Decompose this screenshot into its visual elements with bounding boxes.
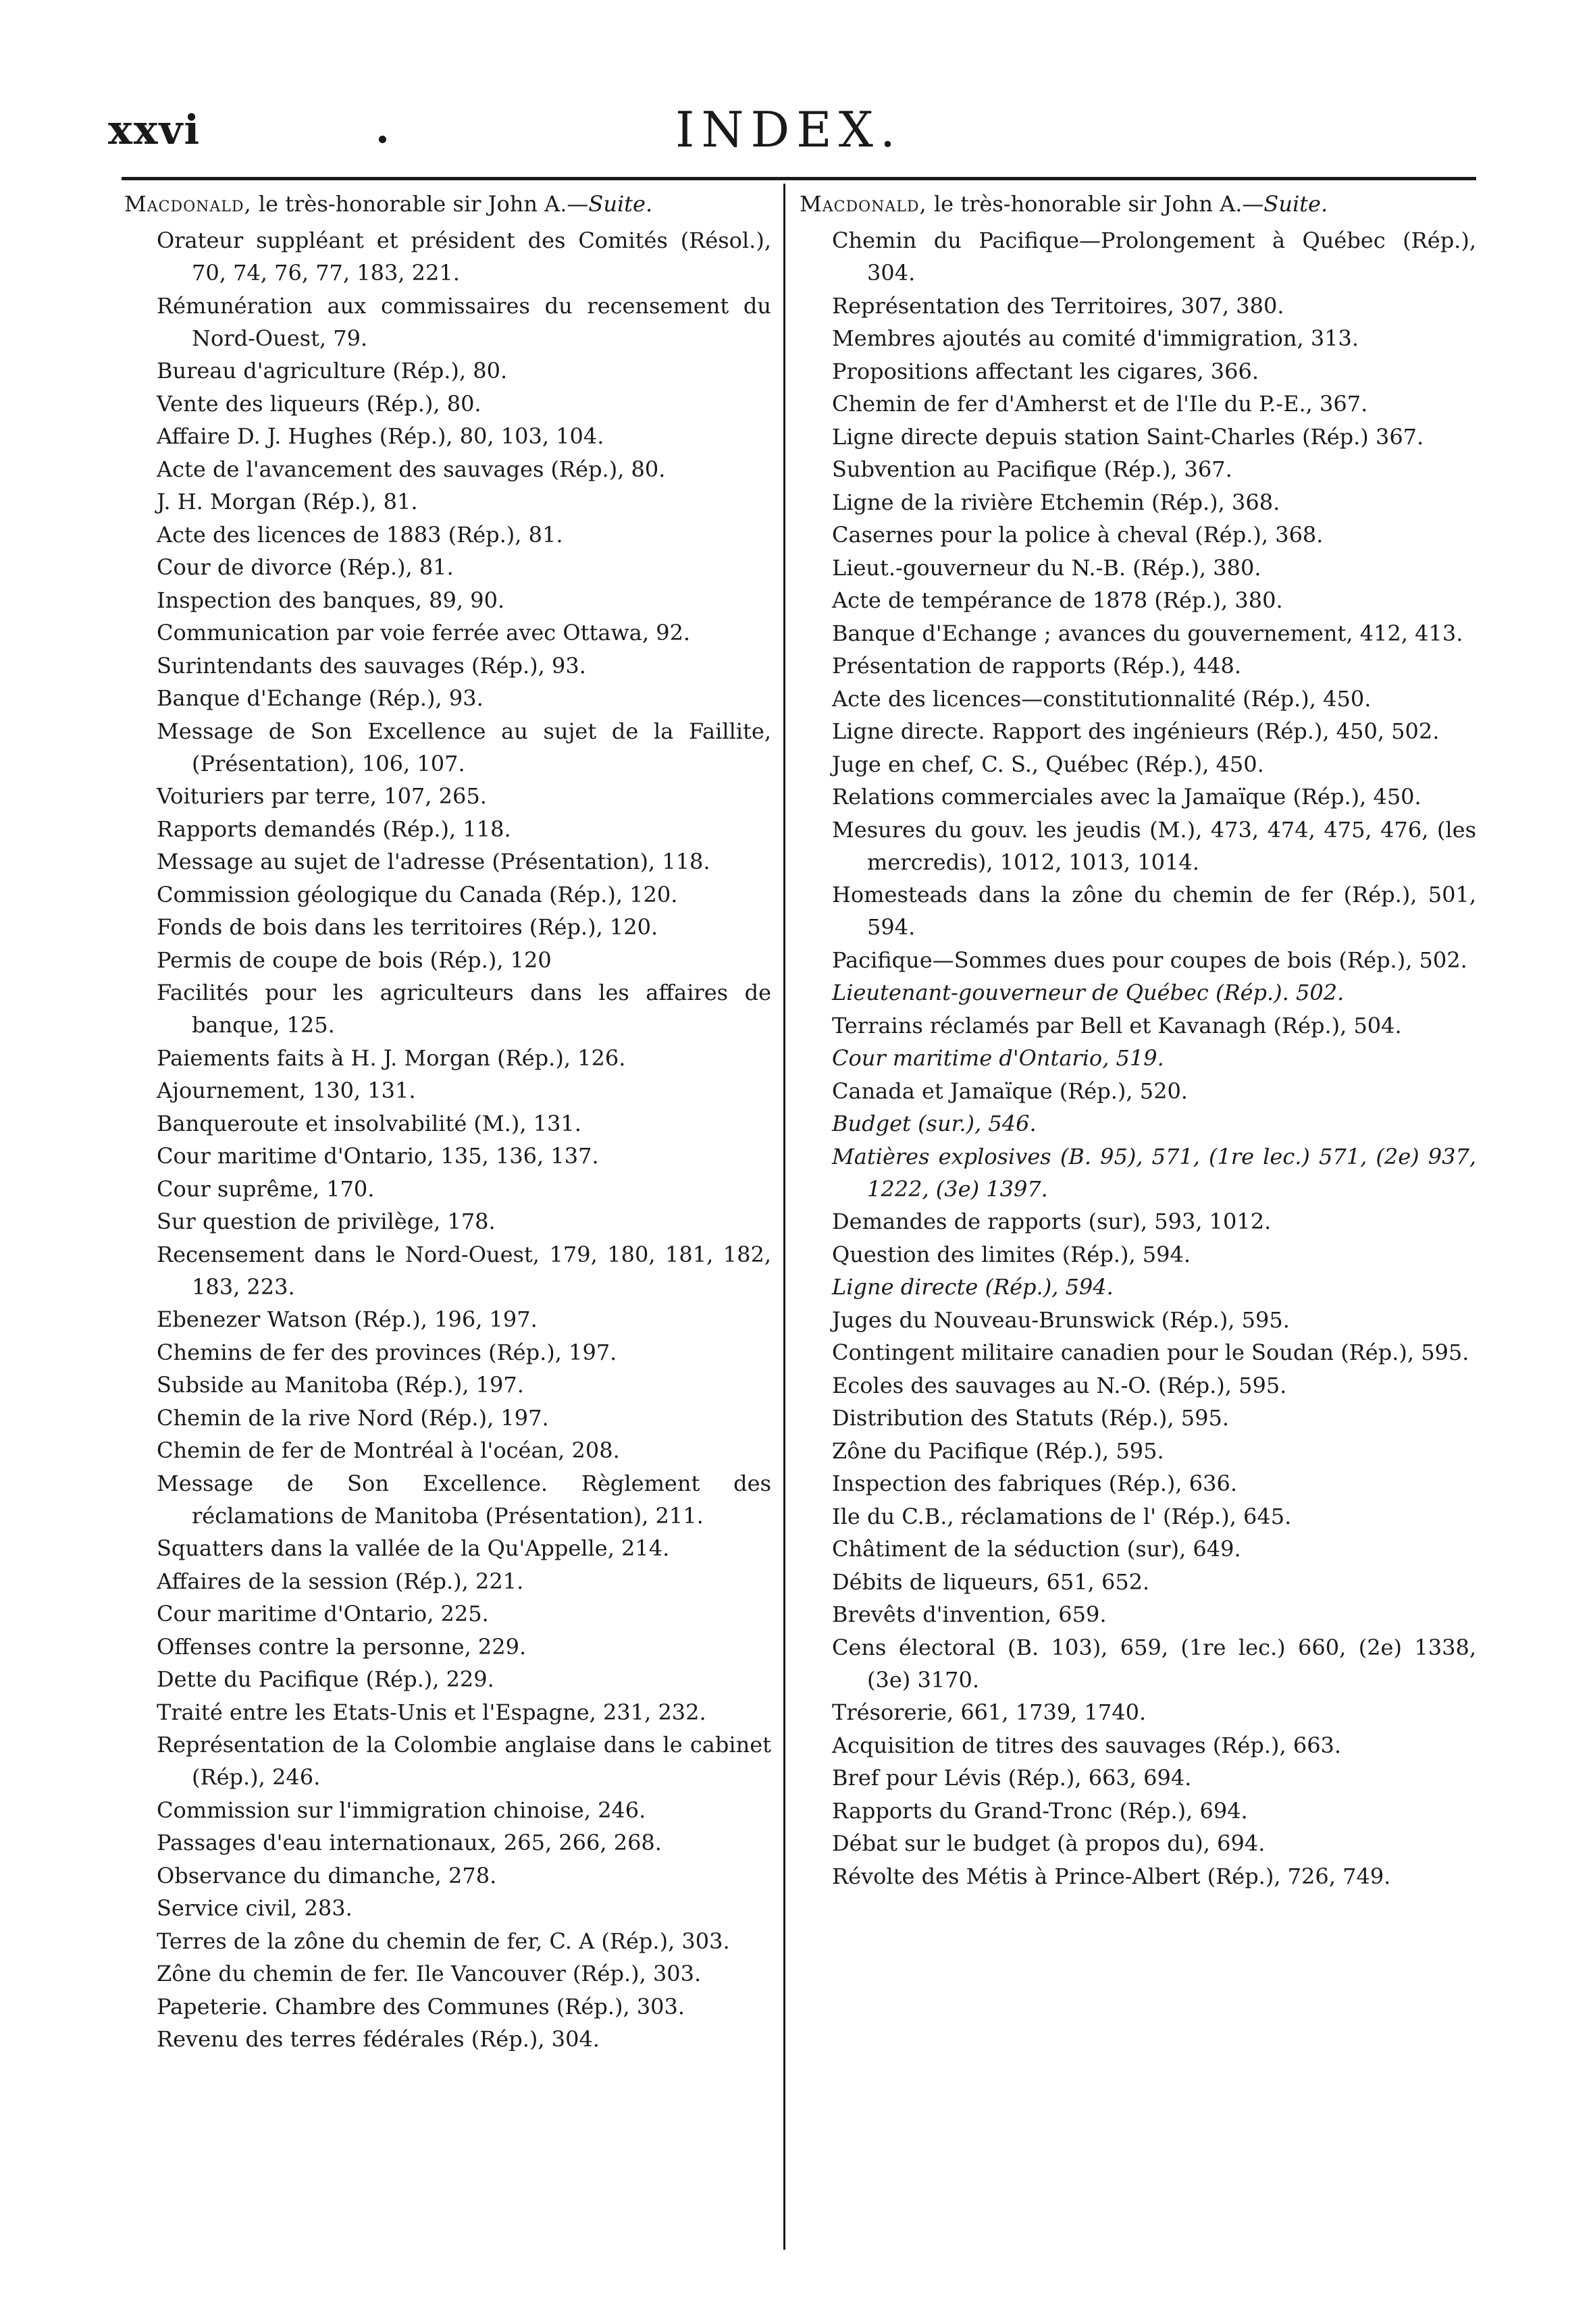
- index-entry: Rémunération aux commissaires du recensement du Nord-Ouest, 79.: [157, 292, 771, 351]
- right-column-heading: [800, 188, 1476, 220]
- index-entry: Ligne directe. Rapport des ingénieurs (Rép.), 450, 502.: [832, 718, 1440, 744]
- index-entry: Terres de la zône du chemin de fer, C. A (Rép.), 303.: [157, 1928, 730, 1954]
- index-entry: Cour maritime d'Ontario, 135, 136, 137.: [157, 1143, 599, 1169]
- index-entry: Chemin de fer de Montréal à l'océan, 208.: [157, 1437, 620, 1463]
- index-entry: Chemin de la rive Nord (Rép.), 197.: [157, 1404, 549, 1431]
- index-entry: Acte des licences—constitutionnalité (Rép.), 450.: [832, 685, 1372, 712]
- index-entry: Contingent militaire canadien pour le Soudan (Rép.), 595.: [832, 1340, 1469, 1365]
- index-entry: Acte des licences de 1883 (Rép.), 81.: [157, 521, 563, 548]
- page-number: xxvi: [108, 107, 201, 154]
- index-entry: Cour maritime d'Ontario, 225.: [157, 1601, 489, 1627]
- index-entry: Zône du Pacifique (Rép.), 595.: [832, 1437, 1164, 1464]
- index-entry: Traité entre les Etats-Unis et l'Espagne, 231, 232.: [157, 1699, 706, 1725]
- index-entry: Cour suprême, 170.: [157, 1176, 375, 1202]
- index-entry: Acte de l'avancement des sauvages (Rép.), 80.: [157, 456, 666, 482]
- index-entry: Cens électoral (B. 103), 659, (1re lec.) 660, (2e) 1338, (3e) 3170.: [832, 1634, 1476, 1693]
- index-entry: Représentation de la Colombie anglaise dans le cabinet (Rép.), 246.: [157, 1732, 771, 1790]
- index-entry: Communication par voie ferrée avec Ottawa, 92.: [157, 620, 691, 645]
- index-entry: Message de Son Excellence au sujet de la Faillite, (Présentation), 106, 107.: [157, 718, 771, 776]
- index-entry: Papeterie. Chambre des Communes (Rép.), 303.: [157, 1993, 685, 2019]
- index-entry: Ligne directe (Rép.), 594.: [832, 1274, 1114, 1300]
- index-entry: Bref pour Lévis (Rép.), 663, 694.: [832, 1765, 1192, 1791]
- index-entry: Inspection des banques, 89, 90.: [157, 587, 505, 613]
- index-entry: Ajournement, 130, 131.: [157, 1078, 416, 1103]
- index-entry: Subvention au Pacifique (Rép.), 367.: [832, 456, 1232, 482]
- index-entry: Chemin du Pacifique—Prolongement à Québec (Rép.), 304.: [832, 228, 1476, 286]
- index-entry: Juge en chef, C. S., Québec (Rép.), 450.: [832, 751, 1264, 777]
- left-column-heading: [124, 188, 771, 220]
- index-entry: Subside au Manitoba (Rép.), 197.: [157, 1372, 524, 1398]
- index-entry: Matières explosives (B. 95), 571, (1re lec.) 571, (2e) 937, 1222, (3e) 1397.: [832, 1143, 1476, 1202]
- index-entry: Banque d'Echange (Rép.), 93.: [157, 685, 484, 711]
- index-entry: Membres ajoutés au comité d'immigration, 313.: [832, 325, 1359, 351]
- index-entry: Rapports demandés (Rép.), 118.: [157, 816, 511, 842]
- index-entry: Squatters dans la vallée de la Qu'Appelle, 214.: [157, 1535, 670, 1561]
- index-entry: Rapports du Grand-Tronc (Rép.), 694.: [832, 1797, 1248, 1824]
- index-entry: Propositions affectant les cigares, 366.: [832, 358, 1259, 384]
- index-entry: Cour de divorce (Rép.), 81.: [157, 554, 454, 580]
- index-entry: Zône du chemin de fer. Ile Vancouver (Rép.), 303.: [157, 1961, 702, 1986]
- index-entry: Demandes de rapports (sur), 593, 1012.: [832, 1209, 1272, 1234]
- index-entry: Paiements faits à H. J. Morgan (Rép.), 126.: [157, 1045, 626, 1071]
- index-entry: Ebenezer Watson (Rép.), 196, 197.: [157, 1306, 538, 1332]
- index-entry: Mesures du gouv. les jeudis (M.), 473, 474, 475, 476, (les mercredis), 1012, 1013, 1014.: [832, 816, 1476, 875]
- right-entries-list: [800, 224, 1476, 1893]
- index-entry: Sur question de privilège, 178.: [157, 1209, 496, 1234]
- index-entry: Présentation de rapports (Rép.), 448.: [832, 653, 1242, 679]
- index-entry: Ile du C.B., réclamations de l' (Rép.), 645.: [832, 1503, 1292, 1529]
- index-entry: Dette du Pacifique (Rép.), 229.: [157, 1666, 494, 1692]
- heading-name: Macdonald,: [800, 191, 927, 217]
- index-entry: Inspection des fabriques (Rép.), 636.: [832, 1471, 1237, 1496]
- index-entry: Bureau d'agriculture (Rép.), 80.: [157, 358, 508, 384]
- index-entry: Banqueroute et insolvabilité (M.), 131.: [157, 1110, 581, 1136]
- index-entry: Passages d'eau internationaux, 265, 266, 268.: [157, 1830, 662, 1855]
- index-entry: Terrains réclamés par Bell et Kavanagh (Rép.), 504.: [832, 1012, 1402, 1038]
- index-entry: Représentation des Territoires, 307, 380.: [832, 292, 1284, 319]
- index-entry: Message au sujet de l'adresse (Présentation), 118.: [157, 849, 710, 874]
- index-entry: Surintendants des sauvages (Rép.), 93.: [157, 652, 586, 679]
- index-entry: Chemin de fer d'Amherst et de l'Ile du P.-E., 367.: [832, 391, 1368, 417]
- index-entry: Affaire D. J. Hughes (Rép.), 80, 103, 104.: [157, 423, 604, 449]
- index-entry: Brevêts d'invention, 659.: [832, 1602, 1107, 1627]
- index-entry: Recensement dans le Nord-Ouest, 179, 180, 181, 182, 183, 223.: [157, 1241, 771, 1300]
- index-entry: Distribution des Statuts (Rép.), 595.: [832, 1405, 1229, 1431]
- index-entry: Homesteads dans la zône du chemin de fer (Rép.), 501, 594.: [832, 882, 1476, 940]
- heading-suite: Suite.: [1263, 191, 1328, 217]
- index-entry: Commission sur l'immigration chinoise, 246.: [157, 1797, 646, 1823]
- index-entry: Relations commerciales avec la Jamaïque (Rép.), 450.: [832, 784, 1422, 810]
- index-entry: Offenses contre la personne, 229.: [157, 1633, 527, 1660]
- index-entry: Révolte des Métis à Prince-Albert (Rép.), 726, 749.: [832, 1863, 1391, 1889]
- left-entries-list: [124, 224, 771, 2055]
- index-entry: Service civil, 283.: [157, 1895, 353, 1921]
- column-divider: [783, 184, 785, 2250]
- index-entry: Revenu des terres fédérales (Rép.), 304.: [157, 2026, 600, 2052]
- index-entry: Débat sur le budget (à propos du), 694.: [832, 1830, 1266, 1856]
- index-entry: Fonds de bois dans les territoires (Rép.), 120.: [157, 914, 658, 940]
- heading-title: le très-honorable sir John A.—: [251, 191, 589, 217]
- index-entry: Ligne de la rivière Etchemin (Rép.), 368.: [832, 489, 1280, 515]
- index-entry: Affaires de la session (Rép.), 221.: [157, 1568, 524, 1594]
- index-entry: Voituriers par terre, 107, 265.: [157, 783, 487, 809]
- header-dot: .: [375, 105, 390, 153]
- index-entry: Lieutenant-gouverneur de Québec (Rép.). 502.: [832, 980, 1345, 1005]
- index-entry: Acquisition de titres des sauvages (Rép.), 663.: [832, 1732, 1342, 1758]
- index-entry: Orateur suppléant et président des Comités (Résol.), 70, 74, 76, 77, 183, 221.: [157, 228, 771, 286]
- index-entry: J. H. Morgan (Rép.), 81.: [157, 489, 418, 514]
- index-entry: Châtiment de la séduction (sur), 649.: [832, 1536, 1241, 1562]
- index-entry: Observance du dimanche, 278.: [157, 1862, 497, 1889]
- page-title: INDEX.: [675, 101, 902, 158]
- index-entry: Permis de coupe de bois (Rép.), 120: [157, 947, 552, 973]
- heading-title: le très-honorable sir John A.—: [927, 191, 1264, 217]
- index-entry: Canada et Jamaïque (Rép.), 520.: [832, 1078, 1188, 1104]
- index-entry: Pacifique—Sommes dues pour coupes de bois (Rép.), 502.: [832, 947, 1467, 973]
- index-entry: Commission géologique du Canada (Rép.), 120.: [157, 881, 678, 907]
- left-column: [124, 188, 771, 2056]
- index-entry: Ecoles des sauvages au N.-O. (Rép.), 595.: [832, 1372, 1287, 1398]
- index-entry: Message de Son Excellence. Règlement des réclamations de Manitoba (Présentation), 211.: [157, 1470, 771, 1529]
- index-entry: Trésorerie, 661, 1739, 1740.: [832, 1699, 1147, 1725]
- right-column: [800, 188, 1476, 1893]
- index-entry: Vente des liqueurs (Rép.), 80.: [157, 390, 481, 417]
- index-entry: Juges du Nouveau-Brunswick (Rép.), 595.: [832, 1306, 1290, 1333]
- index-entry: Facilités pour les agriculteurs dans les affaires de banque, 125.: [157, 980, 771, 1038]
- index-entry: Banque d'Echange ; avances du gouvernement, 412, 413.: [832, 620, 1463, 646]
- heading-suite: Suite.: [588, 191, 653, 217]
- index-entry: Lieut.-gouverneur du N.-B. (Rép.), 380.: [832, 554, 1261, 581]
- index-entry: Débits de liqueurs, 651, 652.: [832, 1568, 1150, 1595]
- index-entry: Budget (sur.), 546.: [832, 1111, 1037, 1136]
- heading-name: Macdonald,: [124, 191, 252, 217]
- index-entry: Ligne directe depuis station Saint-Charles (Rép.) 367.: [832, 423, 1424, 450]
- index-entry: Cour maritime d'Ontario, 519.: [832, 1045, 1164, 1071]
- index-entry: Chemins de fer des provinces (Rép.), 197.: [157, 1339, 617, 1365]
- header-rule: [122, 177, 1476, 180]
- index-entry: Question des limites (Rép.), 594.: [832, 1241, 1191, 1267]
- index-entry: Acte de tempérance de 1878 (Rép.), 380.: [832, 587, 1283, 613]
- index-entry: Casernes pour la police à cheval (Rép.), 368.: [832, 522, 1324, 548]
